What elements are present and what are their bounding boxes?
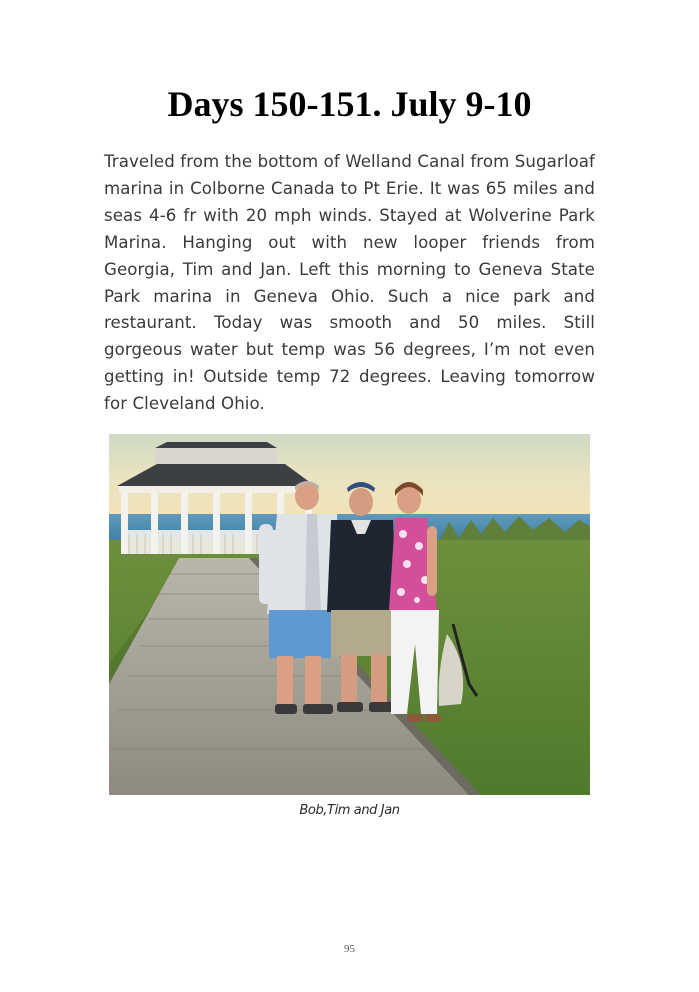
page-title: Days 150-151. July 9-10 xyxy=(167,84,532,124)
photo-three-people-gazebo xyxy=(109,434,590,795)
body-paragraph: Traveled from the bottom of Welland Canal from Sugarloaf marina in Colborne Canada to Pt Erie. It was 65 miles and seas 4-6 fr with 20 mph winds. Stayed at Wolverine Park Marina. Hanging out with new looper friends from Georgia, Tim and Jan. Left this morning to Geneva State Park marina in Geneva Ohio. Such a nice park and restaurant. Today was smooth and 50 miles. Still gorgeous water but temp was 56 degrees, I’m not even getting in! Outside temp 72 degrees. Leaving tomorrow for Cleveland Ohio. xyxy=(104,152,595,414)
photo-caption: Bob,Tim and Jan xyxy=(299,803,400,818)
page-number: 95 xyxy=(344,943,355,955)
